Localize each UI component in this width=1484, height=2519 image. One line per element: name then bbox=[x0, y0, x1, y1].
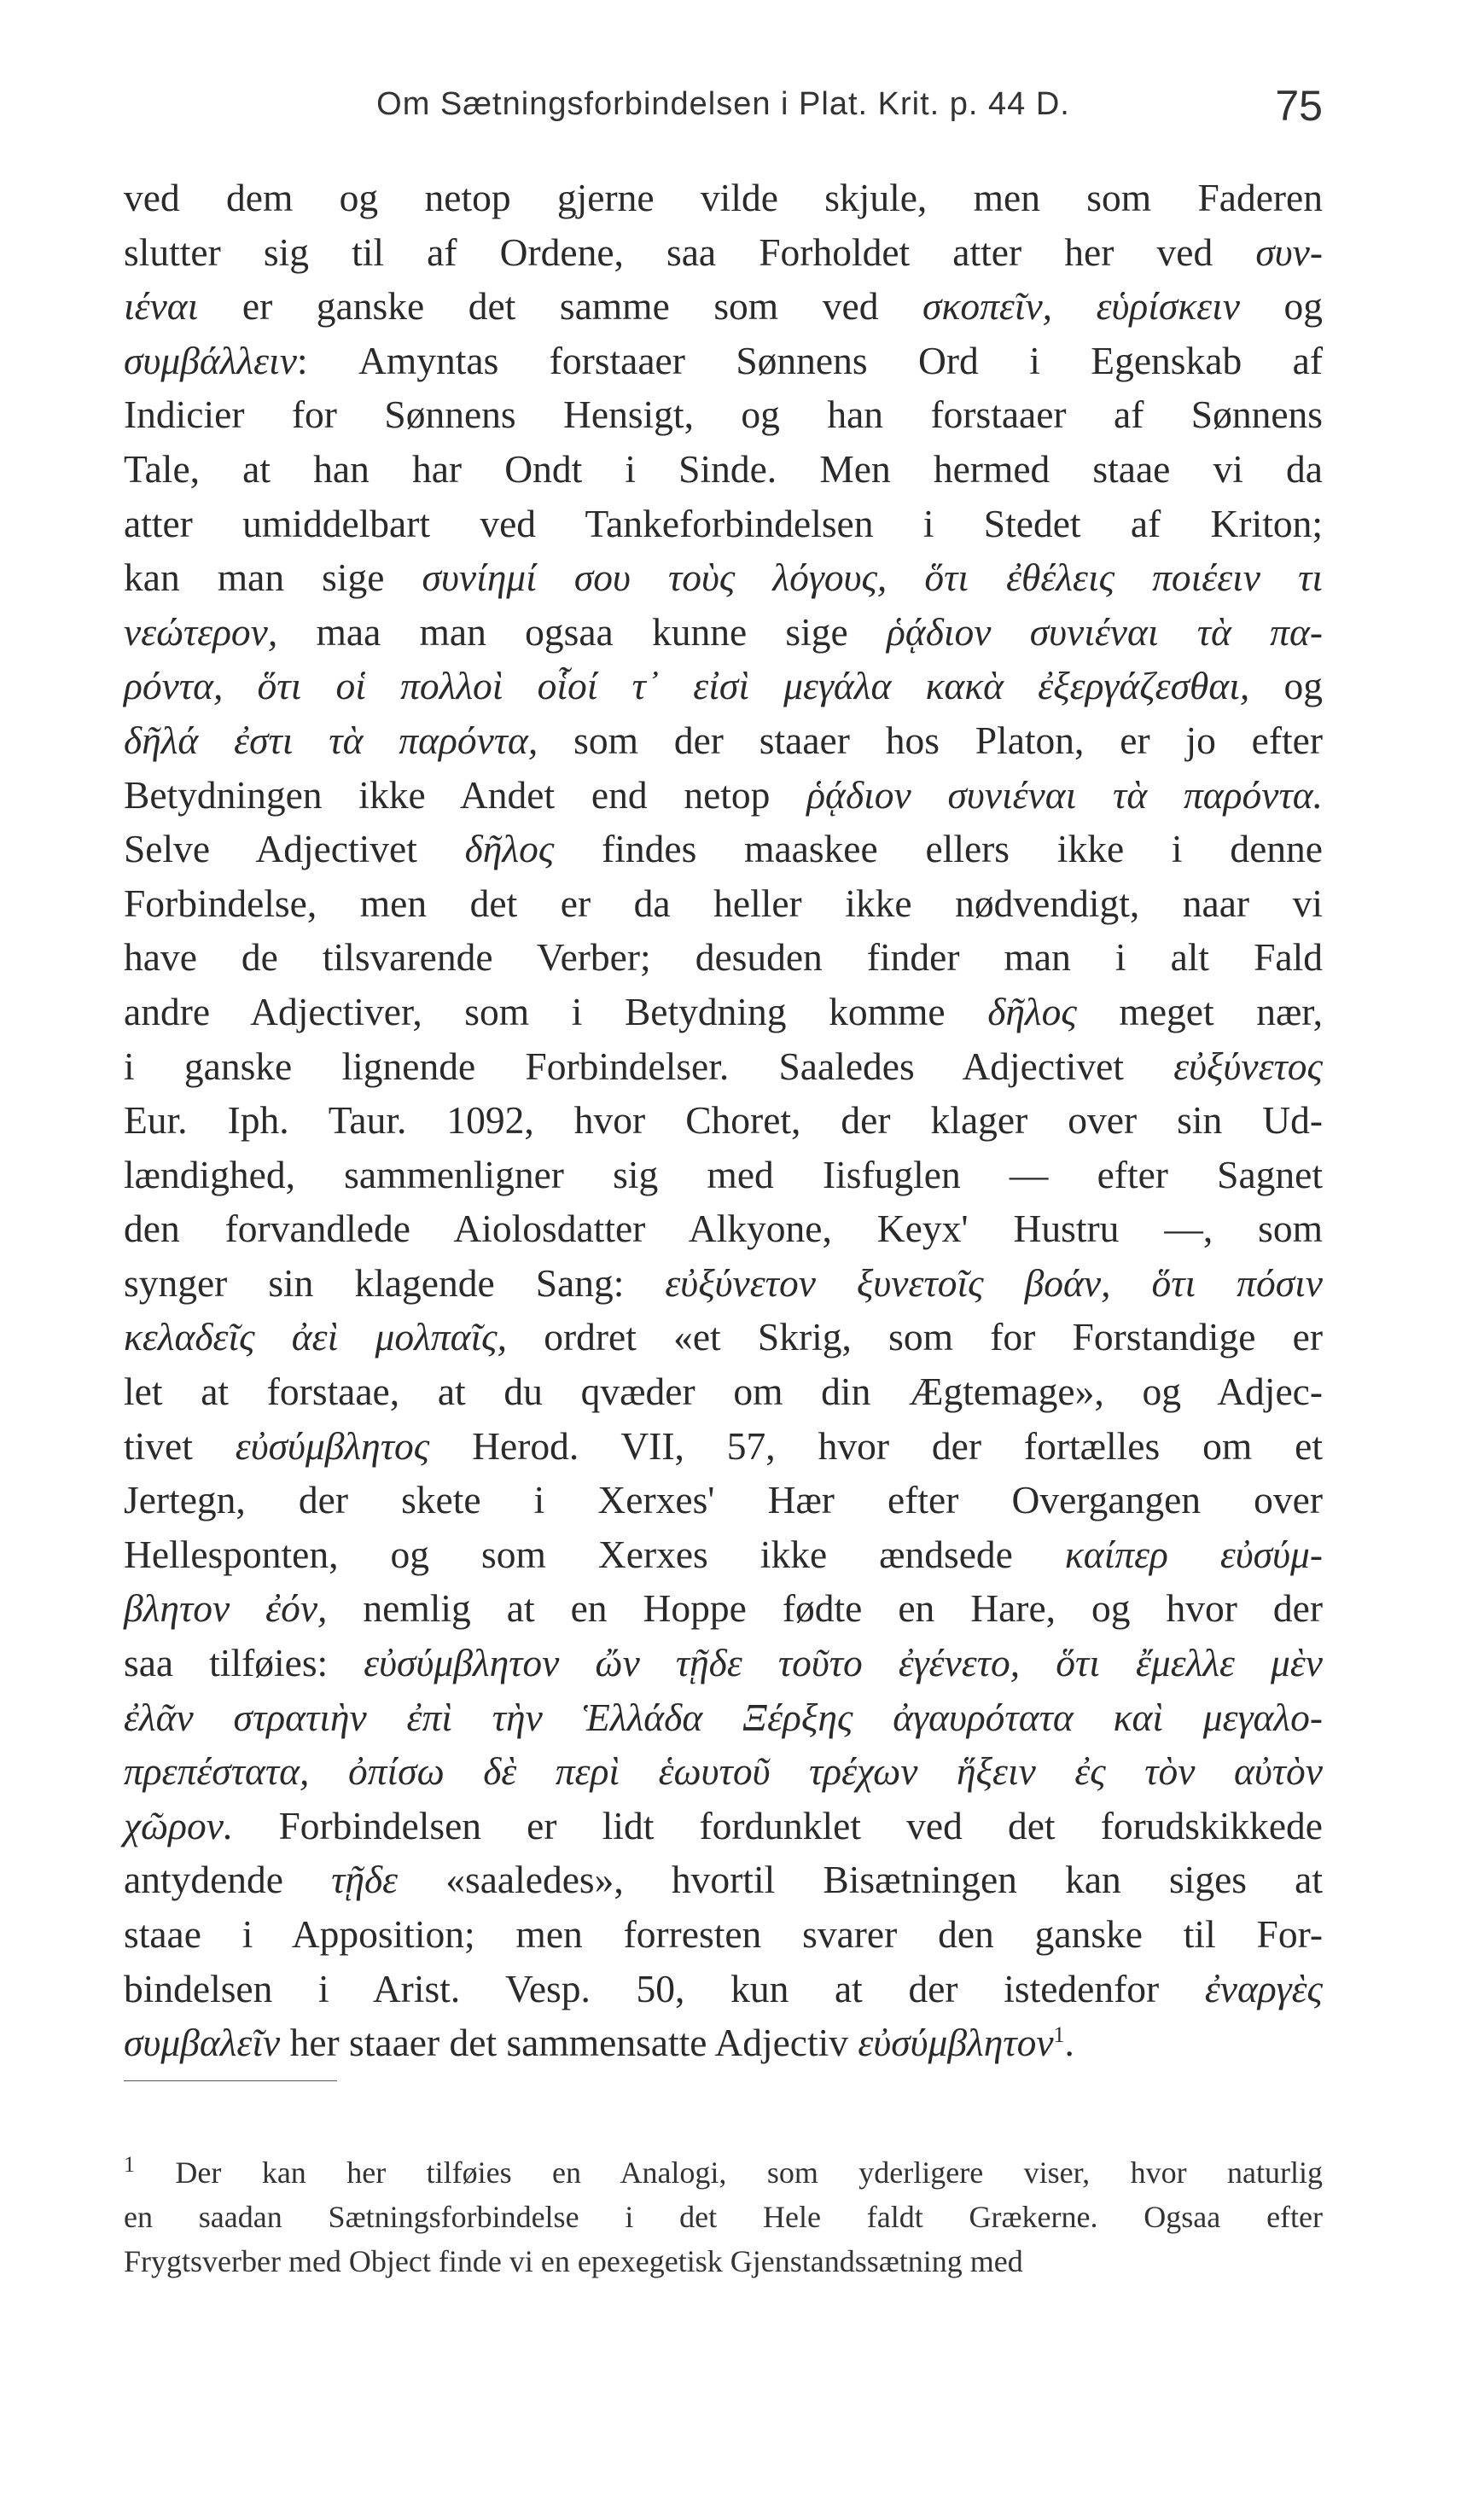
greek-quote: ρόντα, ὅτι οἱ πολλοὶ οἷοί τ᾽ εἰσὶ μεγάλα κακὰ ἐξεργάζεσθαι, bbox=[124, 664, 1250, 708]
footnote-marker: 1 bbox=[124, 2152, 135, 2177]
text-line bbox=[124, 1581, 1323, 1636]
text-line bbox=[124, 768, 1323, 823]
text-run: . bbox=[1064, 2021, 1074, 2065]
text-run: maa man ogsaa kunne sige bbox=[277, 609, 887, 654]
text-line bbox=[124, 550, 1323, 605]
text-run: Tale, at han har Ondt i Sinde. Men hermed staae vi da bbox=[124, 446, 1323, 491]
text-line bbox=[124, 1962, 1323, 2016]
greek-quote: συν- bbox=[1255, 230, 1323, 274]
text-line bbox=[124, 1690, 1323, 1745]
text-run: Herod. VII, 57, hvor der fortælles om et bbox=[429, 1423, 1323, 1468]
text-run: kan man sige bbox=[124, 556, 422, 600]
greek-quote: συμβάλλειν bbox=[124, 338, 297, 382]
text-line bbox=[124, 876, 1323, 931]
footnote-line bbox=[124, 2239, 1323, 2283]
text-run: bindelsen i Arist. Vesp. 50, kun at der istedenfor bbox=[124, 1966, 1205, 2010]
text-run: Forbindelse, men det er da heller ikke nødvendigt, naar vi bbox=[124, 881, 1323, 925]
text-run: Betydningen ikke Andet end netop bbox=[124, 772, 807, 817]
text-run: lændighed, sammenligner sig med Iisfuglen — efter Sagnet bbox=[124, 1152, 1323, 1196]
page-number: 75 bbox=[1275, 82, 1323, 130]
text-line bbox=[124, 1310, 1323, 1364]
text-run: let at forstaae, at du qvæder om din Ægtemage», og Adjec- bbox=[124, 1370, 1323, 1414]
text-run: ved dem og netop gjerne vilde skjule, men som Faderen bbox=[124, 176, 1323, 219]
text-run: og bbox=[1249, 664, 1324, 708]
text-line bbox=[124, 442, 1323, 497]
text-run: antydende bbox=[124, 1858, 332, 1902]
text-line bbox=[124, 279, 1323, 334]
greek-quote: ῥᾴδιον συνιέναι τὰ παρόντα. bbox=[806, 772, 1323, 817]
text-run: i ganske lignende Forbindelser. Saaledes Adjectivet bbox=[124, 1044, 1174, 1088]
text-line bbox=[124, 2016, 1323, 2070]
greek-quote: τῇδε bbox=[331, 1858, 399, 1902]
greek-quote: δῆλά ἐστι τὰ παρόντα, bbox=[124, 718, 538, 762]
footnote-line bbox=[124, 2195, 1323, 2239]
text-line bbox=[124, 387, 1323, 442]
text-line bbox=[124, 1364, 1323, 1419]
text-run: Jertegn, der skete i Xerxes' Hær efter Overgangen over bbox=[124, 1478, 1323, 1522]
text-run: andre Adjectiver, som i Betydning komme bbox=[124, 989, 988, 1033]
text-run: «saaledes», hvortil Bisætningen kan siges at bbox=[398, 1858, 1323, 1902]
footnote-line bbox=[124, 2150, 1323, 2195]
text-run: Selve Adjectivet bbox=[124, 827, 465, 871]
footnote-rule bbox=[124, 2080, 337, 2081]
body-text bbox=[124, 171, 1323, 2070]
greek-quote: δῆλος bbox=[464, 827, 555, 871]
text-run: ordret «et Skrig, som for Forstandige er bbox=[506, 1315, 1323, 1359]
greek-quote: κελαδεῖς ἀεὶ μολπαῖς, bbox=[124, 1315, 507, 1359]
text-run: saa tilføies: bbox=[124, 1641, 364, 1685]
greek-quote: εὐσύμβλητον bbox=[858, 2021, 1054, 2065]
text-run: meget nær, bbox=[1076, 989, 1323, 1033]
text-line bbox=[124, 1636, 1323, 1690]
greek-quote: ῥᾴδιον συνιέναι τὰ πα- bbox=[886, 609, 1324, 654]
text-line bbox=[124, 605, 1323, 660]
text-line bbox=[124, 1093, 1323, 1148]
text-line bbox=[124, 1148, 1323, 1202]
text-run: Forbindelsen er lidt fordunklet ved det forudskikkede bbox=[233, 1803, 1323, 1847]
running-head bbox=[124, 81, 1323, 132]
greek-quote: εὐσύμβλητος bbox=[235, 1423, 430, 1468]
greek-quote: πρεπέστατα, ὀπίσω δὲ περὶ ἑωυτοῦ τρέχων ἥξειν ἐς τὸν αὐτὸν bbox=[124, 1749, 1323, 1794]
text-line bbox=[124, 225, 1323, 280]
text-run: Eur. Iph. Taur. 1092, hvor Choret, der klager over sin Ud- bbox=[124, 1098, 1323, 1143]
text-line bbox=[124, 1419, 1323, 1474]
text-run: atter umiddelbart ved Tankeforbindelsen i Stedet af Kriton; bbox=[124, 501, 1323, 545]
text-run: Frygtsverber med Object finde vi en epexegetisk Gjenstandssætning med bbox=[124, 2244, 1023, 2278]
greek-quote: βλητον ἐόν, bbox=[124, 1586, 328, 1631]
greek-quote: δῆλος bbox=[987, 989, 1077, 1033]
text-run: have de tilsvarende Verber; desuden finder man i alt Fald bbox=[124, 935, 1323, 980]
greek-quote: ἐναργὲς bbox=[1204, 1966, 1323, 2010]
text-run: staae i Apposition; men forresten svarer den ganske til For- bbox=[124, 1912, 1323, 1956]
text-line bbox=[124, 1907, 1323, 1962]
greek-quote: σκοπεῖν, εὑρίσκειν bbox=[922, 284, 1240, 329]
greek-quote: συνίημί σου τοὺς λόγους, ὅτι ἐθέλεις ποιέειν τι bbox=[422, 556, 1324, 600]
text-run: den forvandlede Aiolosdatter Alkyone, Keyx' Hustru —, som bbox=[124, 1207, 1323, 1251]
text-line bbox=[124, 713, 1323, 768]
text-run: er ganske det samme som ved bbox=[198, 284, 923, 329]
greek-quote: εὐξύνετον ξυνετοῖς βοάν, ὅτι πόσιν bbox=[665, 1260, 1323, 1305]
greek-quote: εὐξύνετος bbox=[1173, 1044, 1323, 1088]
greek-quote: συμβαλεῖν bbox=[124, 2021, 281, 2065]
text-run: Hellesponten, og som Xerxes ikke ændsede bbox=[124, 1532, 1065, 1576]
text-line bbox=[124, 1201, 1323, 1256]
text-run: : Amyntas forstaaer Sønnens Ord i Egenskab af bbox=[296, 338, 1323, 382]
text-line bbox=[124, 1799, 1323, 1853]
greek-quote: ἐλᾶν στρατιὴν ἐπὶ τὴν Ἑλλάδα Ξέρξης ἀγαυρότατα καὶ μεγαλο- bbox=[124, 1695, 1323, 1739]
footnote-marker: 1 bbox=[1053, 2022, 1065, 2048]
text-run: slutter sig til af Ordene, saa Forholdet atter her ved bbox=[124, 230, 1256, 274]
text-run: synger sin klagende Sang: bbox=[124, 1260, 666, 1305]
text-run: findes maaskee ellers ikke i denne bbox=[554, 827, 1323, 871]
text-line bbox=[124, 985, 1323, 1039]
text-run: her staaer det sammensatte Adjectiv bbox=[280, 2021, 858, 2065]
text-line bbox=[124, 497, 1323, 551]
text-line bbox=[124, 1039, 1323, 1094]
text-run: Indicier for Sønnens Hensigt, og han forstaaer af Sønnens bbox=[124, 393, 1323, 437]
text-line bbox=[124, 334, 1323, 388]
text-run: som der staaer hos Platon, er jo efter bbox=[538, 718, 1324, 762]
footnote bbox=[124, 2150, 1323, 2283]
text-line bbox=[124, 1473, 1323, 1527]
greek-quote: ιέναι bbox=[124, 284, 199, 329]
text-run: Der kan her tilføies en Analogi, som yderligere viser, hvor naturlig bbox=[135, 2155, 1323, 2190]
text-line bbox=[124, 822, 1323, 876]
greek-quote: καίπερ εὐσύμ- bbox=[1064, 1532, 1323, 1576]
text-line bbox=[124, 1527, 1323, 1582]
text-line bbox=[124, 171, 1323, 225]
text-line bbox=[124, 659, 1323, 713]
text-line bbox=[124, 1744, 1323, 1799]
text-run: nemlig at en Hoppe fødte en Hare, og hvor der bbox=[327, 1586, 1323, 1631]
text-line bbox=[124, 930, 1323, 985]
text-line bbox=[124, 1256, 1323, 1311]
running-title: Om Sætningsforbindelsen i Plat. Krit. p. 44 D. bbox=[376, 86, 1070, 122]
greek-quote: νεώτερον, bbox=[124, 609, 278, 654]
greek-quote: χῶρον. bbox=[124, 1803, 234, 1847]
text-run: og bbox=[1239, 284, 1324, 329]
text-run: tivet bbox=[124, 1423, 236, 1468]
greek-quote: εὐσύμβλητον ὤν τῇδε τοῦτο ἐγένετο, ὅτι ἔμελλε μὲν bbox=[364, 1641, 1324, 1685]
text-line bbox=[124, 1853, 1323, 1907]
text-run: en saadan Sætningsforbindelse i det Hele faldt Grækerne. Ogsaa efter bbox=[124, 2200, 1323, 2234]
